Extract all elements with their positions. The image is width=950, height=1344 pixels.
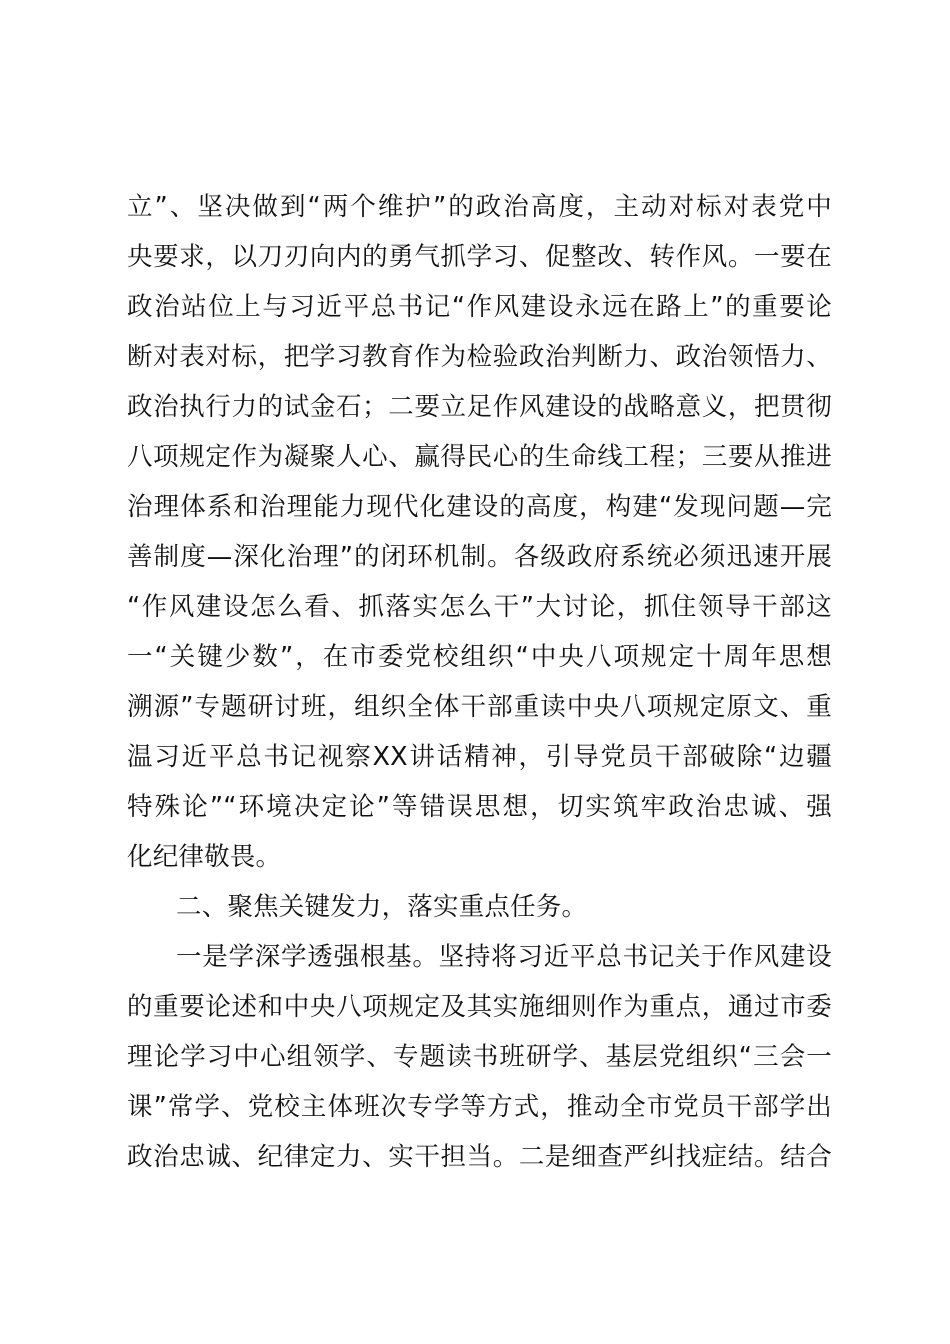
body-text-line: 的重要论述和中央八项规定及其实施细则作为重点，通过市委 [127, 992, 832, 1022]
body-text-line: 特殊论”“环境决定论”等错误思想，切实筑牢政治忠诚、强 [127, 792, 832, 822]
body-text-line: 央要求，以刀刃向内的勇气抓学习、促整改、转作风。一要在 [127, 242, 832, 272]
body-text-line: 政治忠诚、纪律定力、实干担当。二是细查严纠找症结。结合 [127, 1142, 832, 1172]
section-heading: 二、聚焦关键发力，落实重点任务。 [176, 892, 588, 922]
body-text-line: 理论学习中心组领学、专题读书班研学、基层党组织“三会一 [127, 1042, 832, 1072]
body-text-line: 温习近平总书记视察XX讲话精神，引导党员干部破除“边疆 [127, 742, 832, 772]
body-text-line: 溯源”专题研讨班，组织全体干部重读中央八项规定原文、重 [127, 692, 832, 722]
body-text-line: 政治执行力的试金石；二要立足作风建设的战略意义，把贯彻 [127, 392, 832, 422]
body-text-line: 立”、坚决做到“两个维护”的政治高度，主动对标对表党中 [127, 192, 832, 222]
body-text-line: 善制度—深化治理”的闭环机制。各级政府系统必须迅速开展 [127, 542, 832, 572]
body-text-line: 课”常学、党校主体班次专学等方式，推动全市党员干部学出 [127, 1092, 832, 1122]
body-text-line: 治理体系和治理能力现代化建设的高度，构建“发现问题—完 [127, 492, 832, 522]
body-text-line: 八项规定作为凝聚人心、赢得民心的生命线工程；三要从推进 [127, 442, 832, 472]
body-text-line: 断对表对标，把学习教育作为检验政治判断力、政治领悟力、 [127, 342, 832, 372]
body-text-line: 一是学深学透强根基。坚持将习近平总书记关于作风建设 [176, 942, 832, 972]
body-text-line: 一“关键少数”，在市委党校组织“中央八项规定十周年思想 [127, 642, 832, 672]
body-text-line: 政治站位上与习近平总书记“作风建设永远在路上”的重要论 [127, 292, 832, 322]
body-text-line: 化纪律敬畏。 [127, 842, 282, 872]
body-text-line: “作风建设怎么看、抓落实怎么干”大讨论，抓住领导干部这 [127, 592, 832, 622]
